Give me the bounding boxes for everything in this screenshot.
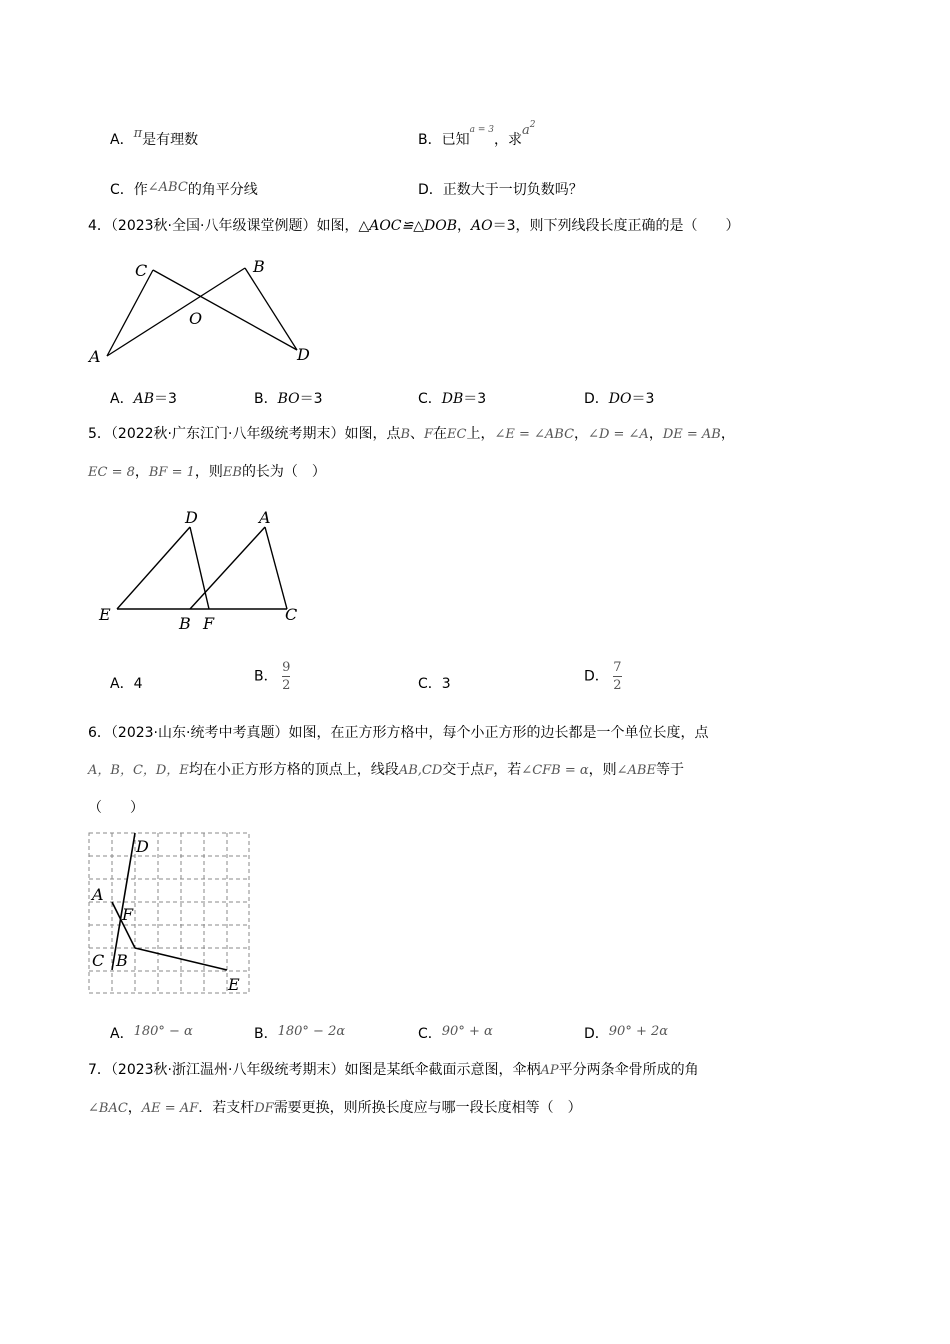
q5-stem-line1: 5．（2022秋·广东江门·八年级统考期末）如图，点B、F在EC上，∠E = ∠ABC，∠D = ∠A，DE = AB， [88, 426, 735, 442]
label-a: A [92, 885, 104, 904]
q7-stem-line2: ∠BAC，AE = AF．若支杆DF需要更换，则所换长度应与哪一段长度相等（ ） [88, 1100, 582, 1116]
q5-option-b[interactable]: B． $\frac{9}{2}$ [254, 660, 291, 693]
label-a: A [89, 347, 101, 366]
q7-stem-line1: 7．（2023秋·浙江温州·八年级统考期末）如图是某纸伞截面示意图，伞柄AP平分两条伞骨所成的角 [88, 1062, 699, 1078]
segment-bd [245, 268, 297, 350]
q5-option-a[interactable]: A．4 [110, 676, 143, 692]
label-e: E [99, 605, 111, 624]
fraction-9-2: $\frac{9}{2}$ [282, 660, 291, 693]
segment-df [190, 527, 209, 609]
q6-paren: （ ） [88, 800, 144, 816]
q6-stem-line2: A，B，C，D，E均在小正方形方格的顶点上，线段AB,CD交于点F，若∠CFB = α，则∠ABE等于 [88, 762, 684, 778]
label-c: C [285, 605, 298, 624]
q6-stem-line1: 6．（2023·山东·统考中考真题）如图，在正方形方格中，每个小正方形的边长都是一个单位长度，点 [88, 725, 709, 741]
q6-option-d[interactable]: D．90° + 2α [584, 1024, 669, 1042]
label-c: C [135, 261, 148, 280]
segment-ba [190, 527, 265, 609]
label-b: B [116, 951, 128, 970]
q3-option-b[interactable]: B．已知$^{a = 3}$，求$a^2$ [418, 120, 536, 148]
segment-ab [107, 268, 245, 356]
pi-symbol: π [133, 126, 143, 141]
q3-option-a[interactable]: A．π是有理数 [110, 126, 199, 148]
label-f: F [203, 614, 215, 633]
q6-option-a[interactable]: A．180° − α [110, 1024, 193, 1042]
q5-option-d[interactable]: D． $\frac{7}{2}$ [584, 660, 622, 693]
segment-ac [265, 527, 287, 609]
label-e: E [228, 975, 240, 994]
q3-option-c[interactable]: C．作∠ABC的角平分线 [110, 180, 258, 198]
label-d: D [185, 508, 198, 527]
q3-option-d[interactable]: D．正数大于一切负数吗？ [418, 182, 583, 198]
q4-stem: 4．（2023秋·全国·八年级课堂例题）如图，△AOC≌△DOB，AO＝3，则下列线段长度正确的是（ ） [88, 218, 740, 234]
q6-option-c[interactable]: C．90° + α [418, 1024, 493, 1042]
q4-option-d[interactable]: D．DO＝3 [584, 391, 655, 407]
q4-option-a[interactable]: A．AB＝3 [110, 391, 177, 407]
segment-ac [107, 270, 153, 356]
label-c: C [92, 951, 105, 970]
label-b: B [179, 614, 191, 633]
q5-option-c[interactable]: C．3 [418, 676, 451, 692]
fraction-7-2: $\frac{7}{2}$ [613, 660, 622, 693]
label-a: A [259, 508, 271, 527]
q5-figure [95, 505, 335, 635]
q6-option-b[interactable]: B．180° − 2α [254, 1024, 346, 1042]
q4-figure [85, 258, 325, 368]
q4-option-c[interactable]: C．DB＝3 [418, 391, 487, 407]
label-d: D [297, 345, 310, 364]
label-b: B [253, 258, 265, 276]
label-f: F [122, 905, 134, 924]
segment-cd [153, 270, 297, 350]
q5-stem-line2: EC = 8，BF = 1，则EB的长为（ ） [88, 464, 326, 480]
q4-option-b[interactable]: B．BO＝3 [254, 391, 323, 407]
q6-figure [86, 830, 256, 1000]
label-d: D [136, 837, 149, 856]
label-o: O [189, 309, 203, 328]
segment-ed [117, 527, 190, 609]
